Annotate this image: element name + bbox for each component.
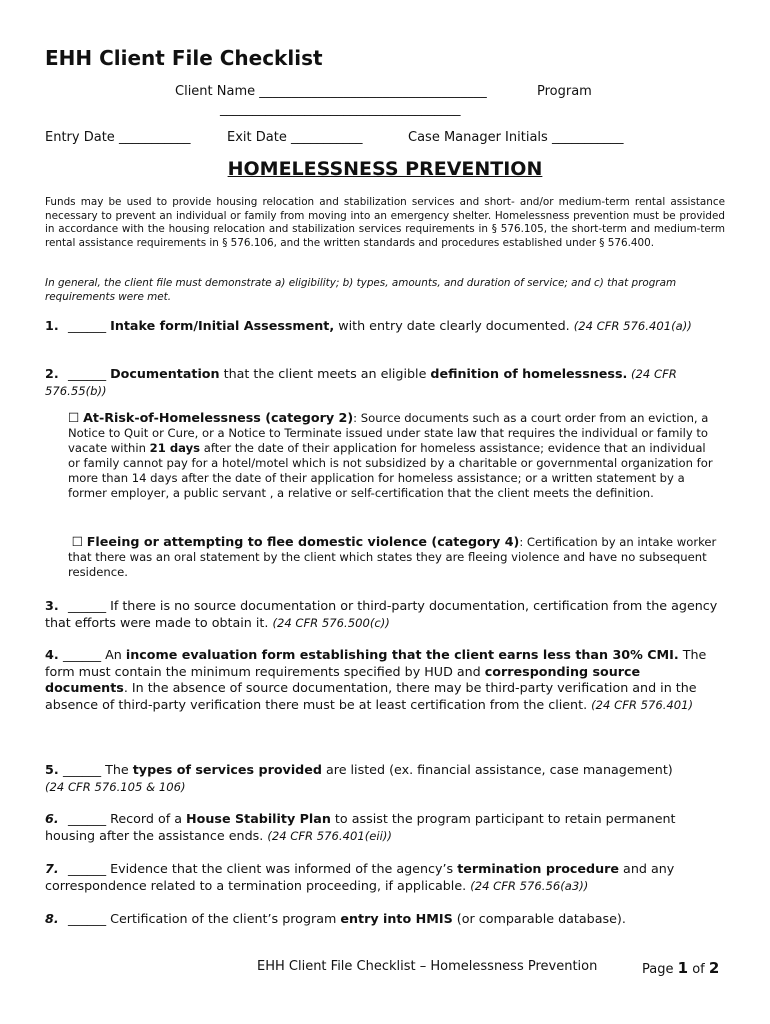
item-citation: (24 CFR 576.55(b)) bbox=[45, 367, 677, 398]
checklist-item-4 bbox=[45, 647, 725, 713]
item-bold: income evaluation form establishing that the client earns less than 30% CMI. bbox=[125, 647, 679, 662]
item-blank: ______ bbox=[68, 366, 107, 381]
section-heading: HOMELESSNESS PREVENTION bbox=[227, 158, 543, 180]
page-total: 2 bbox=[708, 959, 720, 977]
item-pre: Evidence that the client was informed of the agency’s bbox=[106, 861, 458, 876]
checkbox-icon[interactable]: ☐ bbox=[71, 534, 84, 549]
item-blank: ______ bbox=[63, 762, 102, 777]
item-citation: (24 CFR 576.401(a)) bbox=[573, 319, 692, 333]
category-2-text-1: : Source documents such as a court order from an eviction, a Notice to Quit or Cure, or a Notice to Terminate issued under state law that requires the individual or family to vacate within bbox=[68, 411, 709, 455]
item-citation: (24 CFR 576.56(a3)) bbox=[470, 878, 589, 893]
item-number: 1. bbox=[45, 318, 59, 333]
exit-date-label: Exit Date bbox=[227, 130, 287, 145]
item-pre: Certification of the client’s program bbox=[106, 911, 341, 926]
item-bold: types of services provided bbox=[132, 762, 322, 777]
checklist-item-2 bbox=[45, 366, 725, 399]
item-pre: The bbox=[101, 762, 133, 777]
page-title: EHH Client File Checklist bbox=[45, 46, 323, 70]
item-bold: Documentation bbox=[110, 366, 220, 381]
item-text: that the client meets an eligible bbox=[219, 366, 431, 381]
page-word: Page bbox=[642, 962, 674, 977]
item-bold-2: definition of homelessness. bbox=[430, 366, 628, 381]
item-text: The form must contain the minimum requirements specified by HUD and bbox=[45, 647, 707, 679]
item-blank: ______ bbox=[68, 598, 107, 613]
item-number: 2. bbox=[45, 366, 59, 381]
entry-date-field bbox=[45, 130, 190, 145]
entry-date-blank: ___________ bbox=[118, 130, 191, 145]
item-number: 6. bbox=[45, 811, 59, 826]
item-text: and any correspondence related to a termination proceeding, if applicable. bbox=[45, 861, 675, 893]
checkbox-icon[interactable]: ☐ bbox=[68, 410, 80, 425]
program-label: Program bbox=[537, 84, 592, 99]
item-text: to assist the program participant to retain permanent housing after the assistance ends. bbox=[45, 811, 676, 843]
item-blank: ______ bbox=[68, 861, 107, 876]
checklist-item-7 bbox=[45, 861, 715, 894]
program-blank: _____________________________________ bbox=[220, 102, 461, 117]
category-2-block bbox=[68, 410, 718, 501]
category-4-text: : Certification by an intake worker that there was an oral statement by the client which states they are fleeing violence and have no subsequent residence. bbox=[68, 535, 717, 579]
item-bold: House Stability Plan bbox=[186, 811, 331, 826]
case-manager-blank: ___________ bbox=[551, 130, 624, 145]
item-text: If there is no source documentation or third-party documentation, certification from the agency that efforts were made to obtain it. bbox=[45, 598, 718, 630]
case-manager-label: Case Manager Initials bbox=[408, 130, 548, 145]
intro-paragraph: Funds may be used to provide housing relocation and stabilization services and short- and/or medium-term rental assistance necessary to prevent an individual or family from moving into an emergency shelter. Homelessness prevention must be provided in accordance with the housing relocation and stabilization services requirements in § 576.105, the short-term and medium-term rental assistance requirements in § 576.106, and the written standards and procedures established under § 576.400. bbox=[45, 196, 725, 249]
footer-title: EHH Client File Checklist – Homelessness Prevention bbox=[257, 959, 598, 974]
item-text: (or comparable database). bbox=[452, 911, 626, 926]
item-citation: (24 CFR 576.401(eii)) bbox=[267, 828, 392, 843]
item-bold: Intake form/Initial Assessment, bbox=[110, 318, 335, 333]
item-blank: ______ bbox=[68, 811, 107, 826]
item-blank: ______ bbox=[68, 318, 107, 333]
exit-date-field bbox=[227, 130, 362, 145]
page-indicator bbox=[642, 959, 719, 977]
exit-date-blank: ___________ bbox=[290, 130, 363, 145]
item-text: with entry date clearly documented. bbox=[334, 318, 574, 333]
item-blank: ______ bbox=[63, 647, 102, 662]
category-2-text-2: after the date of their application for homeless assistance; evidence that an individual or family cannot pay for a hotel/motel which is not subsidized by a charitable or governmental organization for more than 14 days after the date of their application for homeless assistance; or a written statement by a former employer, a public servant , a relative or self-certification that the client meets the definition. bbox=[68, 441, 713, 500]
category-4-block bbox=[68, 534, 718, 580]
item-number: 4. bbox=[45, 647, 59, 662]
item-citation: (24 CFR 576.105 & 106) bbox=[45, 779, 186, 794]
item-pre: Record of a bbox=[106, 811, 187, 826]
item-citation: (24 CFR 576.500(c)) bbox=[272, 615, 390, 630]
page-number: 1 bbox=[677, 959, 689, 977]
item-pre: An bbox=[101, 647, 126, 662]
item-bold: termination procedure bbox=[457, 861, 620, 876]
item-blank: ______ bbox=[68, 911, 107, 926]
item-text-2: . In the absence of source documentation, there may be third-party verification and in the absence of third-party verification there must be at least certification from the client. bbox=[45, 680, 697, 712]
item-text: are listed (ex. financial assistance, case management) bbox=[321, 762, 673, 777]
case-manager-field bbox=[408, 130, 623, 145]
client-name-label: Client Name bbox=[175, 84, 256, 99]
item-number: 8. bbox=[45, 911, 59, 926]
item-number: 5. bbox=[45, 762, 59, 777]
category-4-lead: Fleeing or attempting to flee domestic violence (category 4) bbox=[86, 534, 520, 549]
item-number: 3. bbox=[45, 598, 59, 613]
item-bold: entry into HMIS bbox=[340, 911, 453, 926]
item-number: 7. bbox=[45, 861, 59, 876]
item-citation: (24 CFR 576.401) bbox=[591, 697, 694, 712]
category-2-days: 21 days bbox=[149, 441, 201, 455]
entry-date-label: Entry Date bbox=[45, 130, 115, 145]
checklist-item-3 bbox=[45, 598, 725, 631]
checklist-item-1 bbox=[45, 318, 725, 335]
item-bold-2: corresponding source documents bbox=[45, 663, 641, 695]
general-note: In general, the client file must demonstrate a) eligibility; b) types, amounts, and duration of service; and c) that program requirements were met. bbox=[45, 277, 677, 303]
client-name-blank: ___________________________________ bbox=[259, 84, 487, 99]
category-2-lead: At-Risk-of-Homelessness (category 2) bbox=[83, 410, 354, 425]
checklist-item-6 bbox=[45, 811, 685, 844]
checklist-item-8 bbox=[45, 911, 735, 928]
of-word: of bbox=[692, 962, 705, 977]
checklist-item-5 bbox=[45, 762, 685, 795]
client-name-field bbox=[175, 84, 487, 99]
